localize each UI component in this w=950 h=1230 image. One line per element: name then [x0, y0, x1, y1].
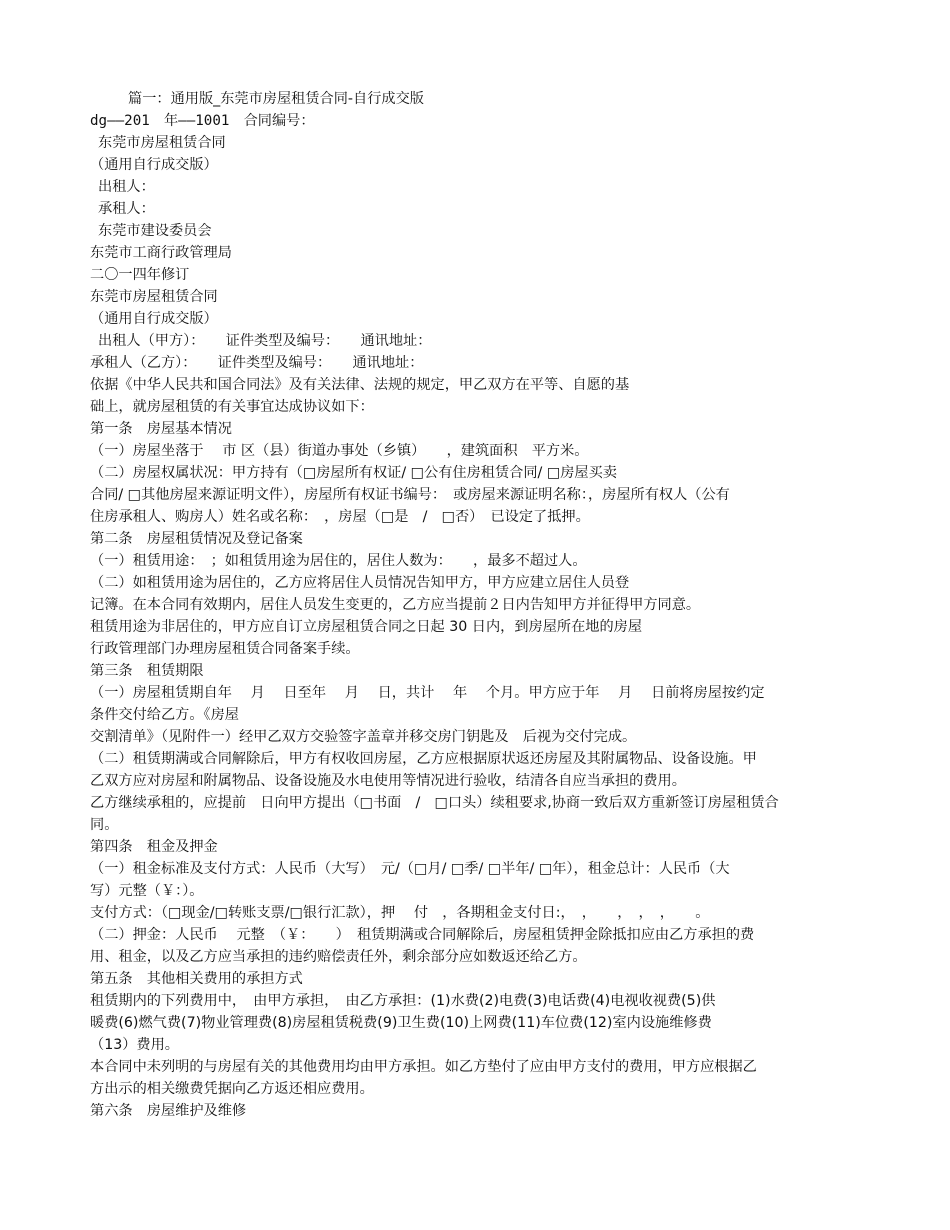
- clause-line: （二）如租赁用途为居住的，乙方应将居住人员情况告知甲方，甲方应建立居住人员登: [90, 575, 630, 591]
- clause-line: （一）租金标准及支付方式：人民币（大写） 元/（□月/ □季/ □半年/ □年），租金总计：人民币（大: [90, 861, 730, 877]
- clause-line: 方出示的相关缴费凭据向乙方返还相应费用。: [90, 1081, 374, 1097]
- clause-line: 乙双方应对房屋和附属物品、设备设施及水电使用等情况进行验收，结清各自应当承担的费用。: [90, 773, 686, 789]
- clause-line: （二）押金：人民币 元整 （￥： ） 租赁期满或合同解除后，房屋租赁押金除抵扣应由乙方承担的费: [90, 927, 755, 943]
- document-title: 篇一：通用版_东莞市房屋租赁合同-自行成交版: [128, 91, 424, 107]
- article-heading: 第四条 租金及押金: [90, 839, 218, 855]
- document-body: [90, 88, 880, 1122]
- issuer-construction-committee: 东莞市建设委员会: [98, 223, 212, 239]
- clause-line: （一）房屋租赁期自年 月 日至年 月 日，共计 年 个月。甲方应于年 月 日前将房屋按约定: [90, 685, 765, 701]
- contract-number-line: dg——201 年——1001 合同编号：: [90, 113, 315, 129]
- contract-subheading-repeat: （通用自行成交版）: [90, 311, 218, 327]
- issuer-commerce-bureau: 东莞市工商行政管理局: [90, 245, 232, 261]
- article-heading: 第二条 房屋租赁情况及登记备案: [90, 531, 303, 547]
- preamble-line: 依据《中华人民共和国合同法》及有关法律、法规的规定，甲乙双方在平等、自愿的基: [90, 377, 630, 393]
- party-b-line: 承租人（乙方）： 证件类型及编号： 通讯地址：: [90, 355, 424, 371]
- clause-line: 行政管理部门办理房屋租赁合同备案手续。: [90, 641, 360, 657]
- lessee-line: 承租人：: [98, 201, 155, 217]
- clause-line: 条件交付给乙方。《房屋: [90, 707, 239, 723]
- clause-line: （二）租赁期满或合同解除后，甲方有权收回房屋，乙方应根据原状返还房屋及其附属物品、设备设施。甲: [90, 751, 757, 767]
- clause-line: 支付方式：（□现金/□转账支票/□银行汇款），押 付 ，各期租金支付日:， ， ， ， ， 。: [90, 905, 710, 921]
- clause-line: 合同/ □其他房屋来源证明文件），房屋所有权证书编号： 或房屋来源证明名称：，房屋所有权人（公有: [90, 487, 730, 503]
- contract-heading: 东莞市房屋租赁合同: [98, 135, 226, 151]
- clause-line: 同。: [90, 817, 119, 833]
- clause-line: 交割清单》（见附件一）经甲乙双方交验签字盖章并移交房门钥匙及 后视为交付完成。: [90, 729, 637, 745]
- clause-line: 记簿。在本合同有效期内，居住人员发生变更的，乙方应当提前２日内告知甲方并征得甲方同意。: [90, 597, 701, 613]
- clause-line: 住房承租人、购房人）姓名或名称： ，房屋（□是 / □否） 已设定了抵押。: [90, 509, 590, 525]
- clause-line: 写）元整（￥：）。: [90, 883, 204, 899]
- clause-line: 用、租金，以及乙方应当承担的违约赔偿责任外，剩余部分应如数返还给乙方。: [90, 949, 587, 965]
- article-heading: 第六条 房屋维护及维修: [90, 1103, 247, 1119]
- clause-line: 暖费(6)燃气费(7)物业管理费(8)房屋租赁税费(9)卫生费(10)上网费(11)车位费(12)室内设施维修费: [90, 1015, 712, 1031]
- clause-line: （二）房屋权属状况：甲方持有（□房屋所有权证/ □公有住房租赁合同/ □房屋买卖: [90, 465, 617, 481]
- clause-line: 租赁期内的下列费用中， 由甲方承担， 由乙方承担：(1)水费(2)电费(3)电话费(4)电视收视费(5)供: [90, 993, 716, 1009]
- clause-line: 租赁用途为非居住的，甲方应自订立房屋租赁合同之日起 30 日内，到房屋所在地的房屋: [90, 619, 643, 635]
- revision-year: 二〇一四年修订: [90, 267, 190, 283]
- clause-line: （13）费用。: [90, 1037, 179, 1053]
- clause-line: （一）房屋坐落于 市 区（县）街道办事处（乡镇） ，建筑面积 平方米。: [90, 443, 589, 459]
- article-heading: 第三条 租赁期限: [90, 663, 204, 679]
- contract-subheading: （通用自行成交版）: [90, 157, 218, 173]
- article-heading: 第五条 其他相关费用的承担方式: [90, 971, 303, 987]
- clause-line: 乙方继续承租的，应提前 日向甲方提出（□书面 / □口头）续租要求,协商一致后双方重新签订房屋租赁合: [90, 795, 779, 811]
- lessor-line: 出租人：: [98, 179, 155, 195]
- article-heading: 第一条 房屋基本情况: [90, 421, 232, 437]
- preamble-line: 础上，就房屋租赁的有关事宜达成协议如下：: [90, 399, 374, 415]
- contract-heading-repeat: 东莞市房屋租赁合同: [90, 289, 218, 305]
- party-a-line: 出租人（甲方）： 证件类型及编号： 通讯地址：: [98, 333, 432, 349]
- clause-line: 本合同中未列明的与房屋有关的其他费用均由甲方承担。如乙方垫付了应由甲方支付的费用，甲方应根据乙: [90, 1059, 757, 1075]
- clause-line: （一）租赁用途： ；如租赁用途为居住的，居住人数为： ，最多不超过人。: [90, 553, 587, 569]
